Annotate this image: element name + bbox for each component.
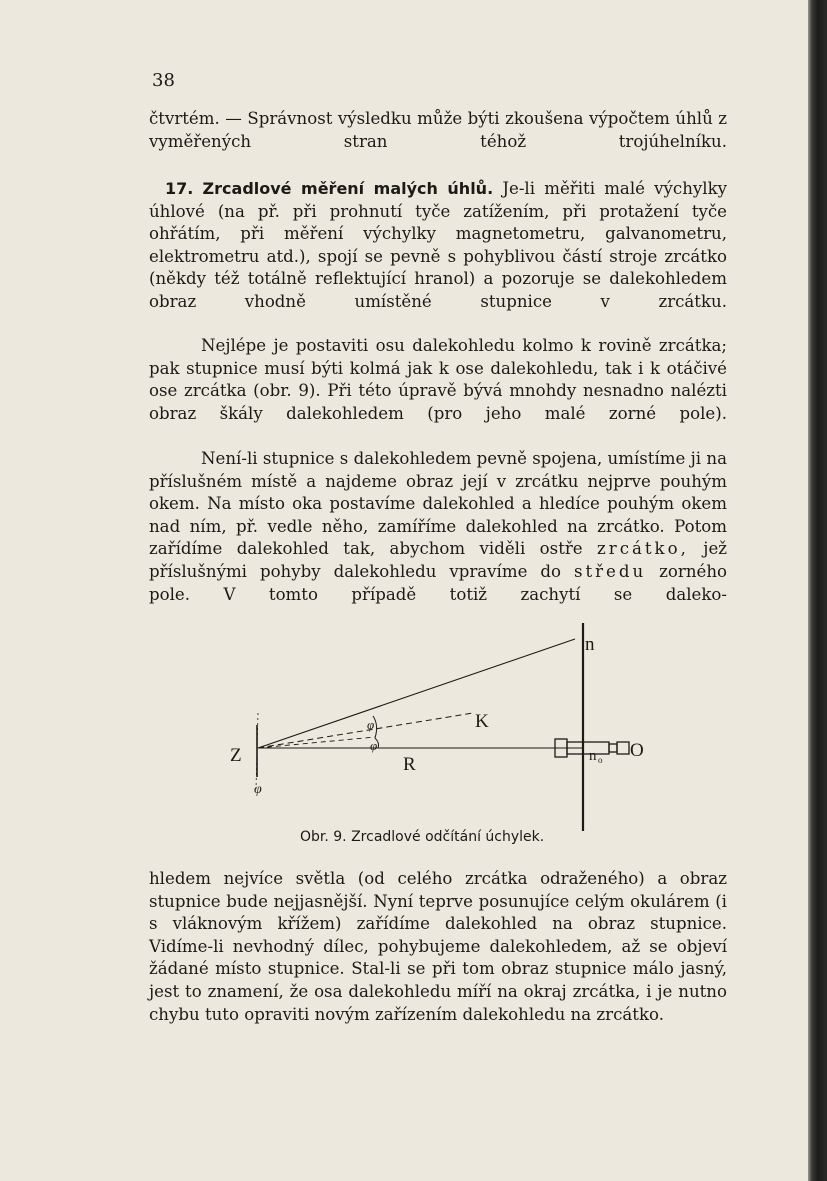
paragraph-scale-part-c: zorného pole. V tomto případě totiž zachytí se daleko- bbox=[149, 561, 728, 604]
label-phi-upper: φ bbox=[367, 717, 375, 732]
label-R: R bbox=[403, 754, 416, 775]
label-n0: n bbox=[589, 748, 597, 764]
label-phi-lower: φ bbox=[370, 738, 378, 753]
label-phi-mirror: φ bbox=[254, 782, 262, 797]
ray-to-scale bbox=[258, 639, 575, 748]
book-binding-edge bbox=[808, 0, 827, 1181]
section-title: Zrcadlové měření malých úhlů. bbox=[202, 179, 494, 198]
paragraph-scale bbox=[149, 448, 727, 606]
page-number: 38 bbox=[152, 70, 175, 91]
figure-caption: Obr. 9. Zrcadlové odčítání úchylek. bbox=[300, 829, 545, 845]
telescope-eye-cap bbox=[617, 742, 629, 754]
label-Z: Z bbox=[230, 745, 242, 766]
figure-9-diagram bbox=[225, 617, 665, 839]
dashed-ray-K bbox=[258, 713, 473, 748]
section-17 bbox=[149, 178, 727, 314]
section-text: Je-li měřiti malé výchylky úhlové (na př. při prohnutí tyče zatížením, při protažení tyče ohřátím, při měření výchylky magnetometru, galvanometru, elektrometru atd.), spojí se pevně s pohyblivou částí stroje zrcátko (někdy též totálně reflektující hranol) a pozoruje se dalekohledem obraz vhodně umístěné stupnice v zrcátku. bbox=[149, 179, 727, 311]
paragraph-axis: Nejlépe je postaviti osu dalekohledu kolmo k rovině zrcátka; pak stupnice musí býti kolmá jak k ose dalekohledu, tak i k otáčivé ose zrcátka (obr. 9). Při této úpravě bývá mnohdy nesnadno nalézti obraz škály dalekohledem (pro jeho malé zorné pole). bbox=[149, 336, 727, 423]
label-n: n bbox=[585, 634, 595, 655]
label-K: K bbox=[475, 711, 489, 732]
telescope-eyepiece bbox=[609, 744, 617, 752]
label-O: O bbox=[630, 740, 644, 761]
label-n0-subscript: o bbox=[598, 755, 603, 765]
paragraph-intro: čtvrtém. — Správnost výsledku může býti zkoušena výpočtem úhlů z vyměřených stran téhož trojúhelníku. bbox=[149, 109, 727, 151]
paragraph-scale-part-b: jež příslušnými pohyby dalekohledu vpravíme do bbox=[149, 539, 728, 581]
emphasis-center: středu bbox=[573, 561, 647, 581]
section-number: 17. bbox=[165, 179, 194, 198]
paragraph-scale-part-a: Není-li stupnice s dalekohledem pevně spojena, umístíme ji na příslušném místě a najdeme obraz její v zrcátku nejprve pouhým okem. Na místo oka postavíme dalekohled a hledíce pouhým okem nad ním, př. vedle něho, zamíříme dalekohled na zrcátko. Potom zařídíme dalekohled tak, abychom viděli ostře bbox=[149, 449, 727, 559]
paragraph-brightness: hledem nejvíce světla (od celého zrcátka odraženého) a obraz stupnice bude nejjasnější. Nyní teprve posunujíce celým okulárem (i s vláknovým křížem) zařídíme dalekohled na obraz stupnice. Vidíme-li nevhodný dílec, pohybujeme dalekohledem, až se objeví žádané místo stupnice. Stal-li se při tom obraz stupnice málo jasný, jest to znamení, že osa dalekohledu míří na okraj zrcátka, i je nutno chybu tuto opraviti novým zařízením dalekohledu na zrcátko. bbox=[149, 869, 727, 1024]
emphasis-mirror: zrcátko, bbox=[597, 539, 689, 559]
